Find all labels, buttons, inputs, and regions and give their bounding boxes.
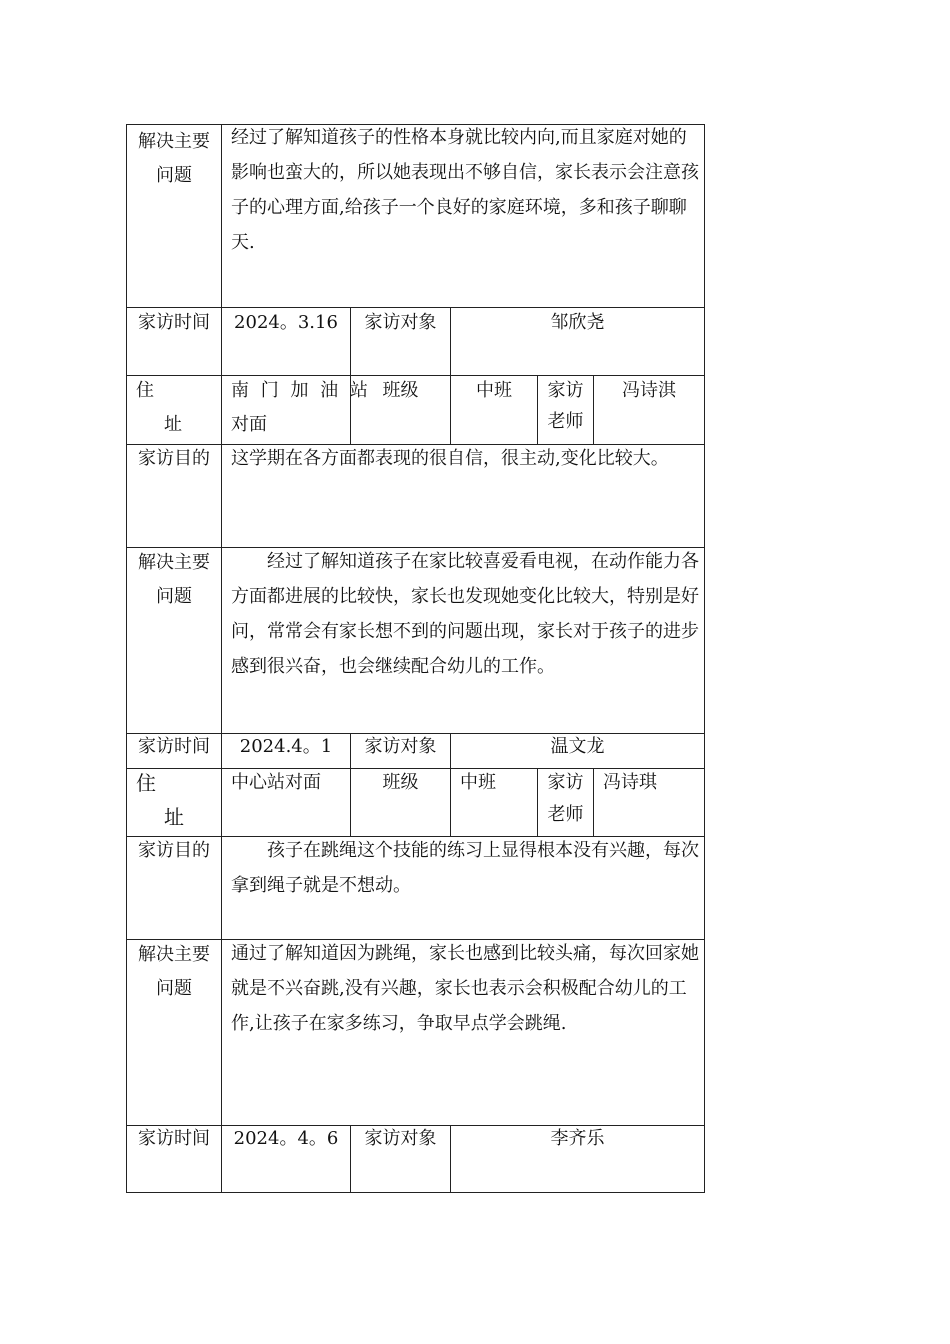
label-visit-time: 家访时间 <box>138 736 210 757</box>
label-address-line2: 址 <box>164 805 184 829</box>
label-visit-target: 家访对象 <box>364 736 437 757</box>
address-value: 中心站对面 <box>231 772 321 793</box>
label-visit-time: 家访时间 <box>138 1128 210 1149</box>
label-solve-line1: 解决主要 <box>138 944 210 965</box>
label-class: 班级 <box>382 772 419 793</box>
label-teacher-line1: 家访 <box>547 380 584 401</box>
label-visit-target: 家访对象 <box>364 312 437 333</box>
label-solve-line2: 问题 <box>156 586 192 607</box>
label-solve-line2: 问题 <box>156 978 192 999</box>
label-class: 班级 <box>382 380 419 401</box>
solution-text: 通过了解知道因为跳绳，家长也感到比较头痛，每次回家她就是不兴奋跳,没有兴趣，家长也表示会积极配合幼儿的工作,让孩子在家多练习，争取早点学会跳绳. <box>231 943 699 1034</box>
visit-purpose-text: 这学期在各方面都表现的很自信，很主动,变化比较大。 <box>231 448 669 469</box>
visit-time-value: 2024。3.16 <box>234 312 338 333</box>
visit-purpose-text: 孩子在跳绳这个技能的练习上显得根本没有兴趣，每次拿到绳子就是不想动。 <box>231 840 699 896</box>
label-teacher-line2: 老师 <box>547 411 584 432</box>
label-solve-line2: 问题 <box>156 165 192 186</box>
visit-target-value: 温文龙 <box>550 736 605 757</box>
label-teacher-line2: 老师 <box>547 804 584 825</box>
teacher-value: 冯诗琪 <box>603 772 657 793</box>
label-visit-purpose: 家访目的 <box>138 448 210 469</box>
label-address-line2: 址 <box>164 414 182 435</box>
address-value-line1: 南 门 加 油 站 <box>231 380 371 401</box>
label-visit-time: 家访时间 <box>138 312 210 333</box>
label-visit-target: 家访对象 <box>364 1128 437 1149</box>
label-teacher-line1: 家访 <box>547 772 584 793</box>
visit-target-value: 邹欣尧 <box>550 312 605 333</box>
label-solve-line1: 解决主要 <box>138 131 210 152</box>
label-solve-line1: 解决主要 <box>138 552 210 573</box>
solution-text: 经过了解知道孩子在家比较喜爱看电视，在动作能力各方面都进展的比较快，家长也发现她变化比较大，特别是好问，常常会有家长想不到的问题出现，家长对于孩子的进步感到很兴奋，也会继续配合幼儿的工作。 <box>231 551 699 677</box>
visit-target-value: 李齐乐 <box>550 1128 605 1149</box>
solution-text: 经过了解知道孩子的性格本身就比较内向,而且家庭对她的影响也蛮大的，所以她表现出不够自信，家长表示会注意孩子的心理方面,给孩子一个良好的家庭环境，多和孩子聊聊天. <box>231 127 699 253</box>
label-address-line1: 住 <box>136 380 154 401</box>
class-value: 中班 <box>460 772 496 793</box>
label-address-line1: 住 <box>136 771 156 795</box>
class-value: 中班 <box>476 380 512 401</box>
visit-time-value: 2024。4。6 <box>233 1128 339 1149</box>
home-visit-table <box>126 124 705 1193</box>
label-visit-purpose: 家访目的 <box>138 840 210 861</box>
teacher-value: 冯诗淇 <box>622 380 676 401</box>
visit-time-value: 2024.4。1 <box>239 736 333 757</box>
address-value-line2: 对面 <box>231 414 267 435</box>
